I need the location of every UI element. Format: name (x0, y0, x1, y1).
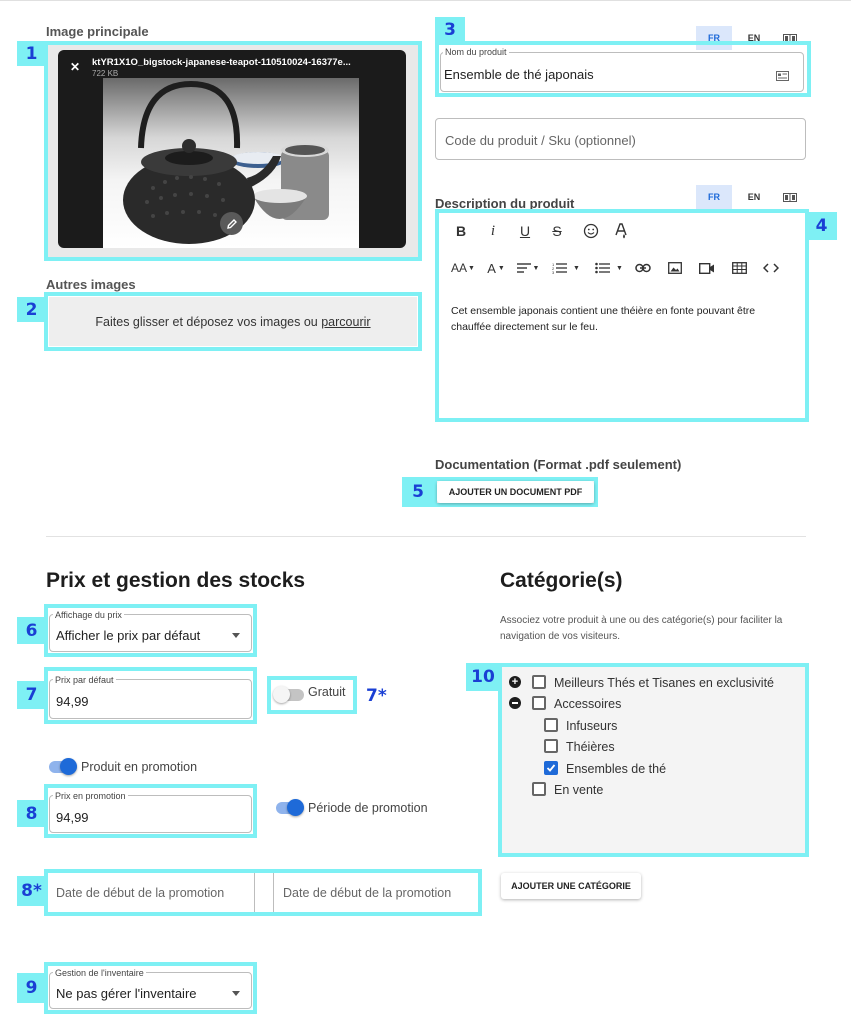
desc-lang-fr-tab[interactable]: FR (696, 185, 732, 209)
pencil-icon (226, 218, 238, 230)
desc-translate-button[interactable] (776, 185, 804, 209)
default-price-value: 94,99 (56, 694, 89, 709)
dropzone-text: Faites glisser et déposez vos images ou (95, 314, 322, 329)
translate-icon (783, 193, 797, 202)
annotation-2: 2 (17, 297, 46, 322)
font-size-button[interactable] (449, 258, 477, 278)
promo-end-date-placeholder: Date de début de la promotion (283, 886, 452, 900)
chevron-down-icon: ▼ (497, 264, 505, 272)
smiley-icon (583, 223, 599, 239)
minus-circle-icon[interactable] (509, 697, 521, 709)
product-name-value: Ensemble de thé japonais (444, 67, 594, 82)
text-color-button[interactable] (612, 221, 630, 241)
price-display-legend: Affichage du prix (55, 610, 122, 620)
remove-image-button[interactable]: ✕ (70, 60, 81, 74)
insert-table-button[interactable] (730, 258, 748, 278)
free-toggle-knob (273, 686, 290, 703)
description-text[interactable] (451, 303, 755, 335)
category-checkbox-3[interactable] (544, 718, 558, 732)
check-icon (546, 763, 556, 773)
annotation-7: 7 (17, 681, 46, 709)
annotation-8: 8 (17, 800, 46, 827)
insert-video-button[interactable] (697, 258, 717, 278)
section-divider (46, 536, 806, 537)
category-label-3: Infuseurs (566, 719, 618, 733)
promo-price-legend: Prix en promotion (55, 791, 126, 801)
promo-start-date-placeholder: Date de début de la promotion (56, 886, 225, 900)
code-view-button[interactable] (761, 258, 781, 278)
plus-circle-icon[interactable]: + (509, 676, 521, 688)
code-icon (763, 262, 779, 274)
ordered-list-dropdown[interactable] (549, 258, 583, 278)
chevron-down-icon (232, 991, 240, 996)
image-icon (668, 262, 682, 274)
font-size-glyph: AA (451, 261, 468, 275)
image-dropzone[interactable] (49, 297, 417, 346)
promo-label: Produit en promotion (81, 760, 198, 774)
product-name-legend: Nom du produit (445, 47, 507, 57)
svg-text:1: 1 (552, 262, 555, 267)
annotation-4: 4 (806, 212, 837, 240)
name-lang-en-tab[interactable]: EN (747, 33, 761, 43)
pricing-heading: Prix et gestion des stocks (46, 569, 306, 592)
name-lang-fr-tab[interactable]: FR (696, 26, 732, 50)
documentation-label: Documentation (Format .pdf seulement) (435, 457, 682, 472)
price-display-value: Afficher le prix par défaut (56, 628, 201, 643)
main-image-card (58, 50, 406, 248)
annotation-3: 3 (435, 17, 465, 42)
font-color-dropdown[interactable] (484, 258, 508, 278)
category-checkbox-2[interactable] (532, 696, 546, 710)
browse-link[interactable]: parcourir (321, 314, 371, 329)
chevron-down-icon (232, 633, 240, 638)
add-pdf-button[interactable]: AJOUTER UN DOCUMENT PDF (437, 481, 594, 503)
main-image-label: Image principale (46, 24, 149, 39)
categories-help (500, 613, 782, 645)
chevron-down-icon: ▼ (532, 264, 540, 272)
bullet-list-icon (595, 262, 610, 274)
video-icon (699, 263, 715, 274)
insert-image-button[interactable] (666, 258, 684, 278)
promo-period-label: Période de promotion (308, 801, 428, 815)
top-divider (0, 0, 851, 1)
free-label: Gratuit (308, 685, 346, 699)
category-label-4: Théières (566, 740, 615, 754)
add-category-button[interactable]: AJOUTER UNE CATÉGORIE (501, 873, 641, 899)
sku-placeholder: Code du produit / Sku (optionnel) (445, 133, 636, 148)
name-field-card-icon (776, 68, 789, 86)
annotation-1: 1 (17, 41, 46, 66)
annotation-5: 5 (402, 477, 434, 507)
bullet-list-dropdown[interactable] (591, 258, 627, 278)
chevron-down-icon: ▼ (468, 264, 475, 272)
category-label-2: Accessoires (554, 697, 622, 711)
align-dropdown[interactable] (514, 258, 542, 278)
desc-lang-en-tab[interactable]: EN (747, 192, 761, 202)
chevron-down-icon: ▼ (616, 264, 623, 272)
annotation-6: 6 (17, 617, 46, 644)
other-images-label: Autres images (46, 277, 136, 292)
category-checkbox-4[interactable] (544, 739, 558, 753)
italic-button[interactable]: i (490, 222, 496, 239)
promo-price-value: 94,99 (56, 810, 89, 825)
bold-button[interactable]: B (455, 223, 467, 239)
link-icon (635, 263, 651, 273)
category-tree-frame (498, 663, 809, 857)
svg-text:3: 3 (552, 270, 555, 274)
chevron-down-icon: ▼ (573, 264, 580, 272)
default-price-legend: Prix par défaut (55, 675, 114, 685)
edit-image-button[interactable] (220, 212, 243, 235)
underline-button[interactable]: U (519, 223, 531, 239)
strikethrough-button[interactable]: S (552, 223, 562, 239)
annotation-9: 9 (17, 973, 46, 1003)
promo-period-toggle-knob (287, 799, 304, 816)
annotation-7-star: 7* (366, 686, 387, 706)
ordered-list-icon (552, 262, 567, 274)
description-line-1: Cet ensemble japonais contient une théière en fonte pouvant être (451, 305, 756, 317)
category-checkbox-6[interactable] (532, 782, 546, 796)
categories-help-line-1: Associez votre produit à une ou des catégorie(s) pour faciliter la (500, 615, 783, 626)
categories-heading: Catégorie(s) (500, 569, 623, 592)
category-checkbox-5[interactable] (544, 761, 558, 775)
color-drop-icon (614, 223, 628, 239)
emoji-button[interactable] (581, 221, 601, 241)
category-label-5: Ensembles de thé (566, 762, 667, 776)
category-label-1: Meilleurs Thés et Tisanes en exclusivité (554, 676, 775, 690)
svg-text:2: 2 (552, 266, 555, 271)
insert-link-button[interactable] (633, 258, 653, 278)
categories-help-line-2: navigation de vos visiteurs. (500, 631, 621, 642)
font-color-glyph: A (487, 260, 496, 276)
inventory-value: Ne pas gérer l'inventaire (56, 986, 197, 1001)
annotation-8-star: 8* (17, 876, 46, 906)
promo-toggle-knob (60, 758, 77, 775)
description-line-2: chauffée directement sur le feu. (451, 321, 598, 333)
description-label: Description du produit (435, 196, 575, 211)
category-label-6: En vente (554, 783, 604, 797)
image-filename: ktYR1X1O_bigstock-japanese-teapot-110510024-16377e... (92, 57, 351, 68)
align-left-icon (517, 262, 531, 274)
inventory-legend: Gestion de l'inventaire (55, 968, 144, 978)
annotation-10: 10 (466, 663, 500, 691)
table-icon (732, 262, 747, 274)
category-checkbox-1[interactable] (532, 675, 546, 689)
image-filesize: 722 KB (92, 69, 119, 78)
